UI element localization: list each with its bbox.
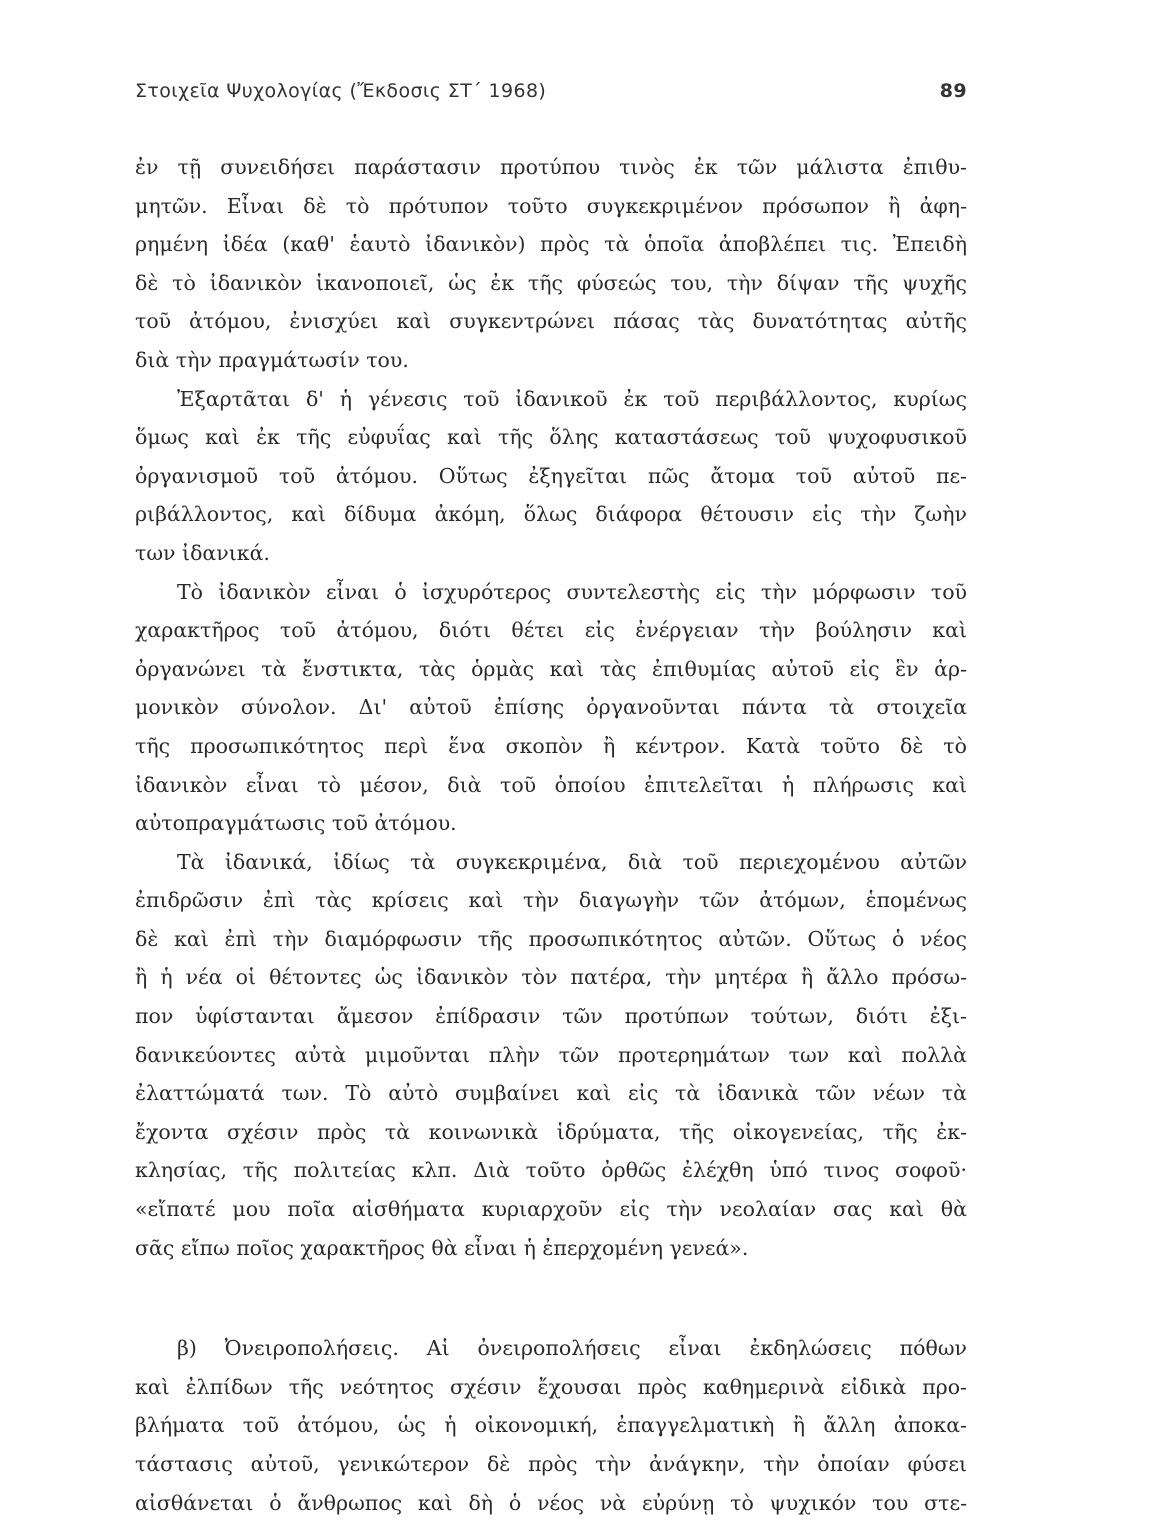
text-line: δὲ τὸ ἰδανικὸν ἱκανοποιεῖ, ὡς ἐκ τῆς φύσεώς του, τὴν δίψαν τῆς ψυχῆς	[135, 270, 967, 295]
text-line: ἐλαττώματά των. Τὸ αὐτὸ συμβαίνει καὶ εἰς τὰ ἰδανικὰ τῶν νέων τὰ	[135, 1081, 967, 1106]
text-line: μονικὸν σύνολον. Δι' αὐτοῦ ἐπίσης ὀργανοῦνται πάντα τὰ στοιχεῖα	[135, 695, 967, 720]
page-number: 89	[939, 80, 967, 102]
text-line: καὶ ἐλπίδων τῆς νεότητος σχέσιν ἔχουσαι πρὸς καθημερινὰ εἰδικὰ προ-	[135, 1374, 967, 1399]
text-line: τῆς προσωπικότητος περὶ ἕνα σκοπὸν ἢ κέντρον. Κατὰ τοῦτο δὲ τὸ	[135, 733, 967, 758]
text-line: τάστασις αὐτοῦ, γενικώτερον δὲ πρὸς τὴν ἀνάγκην, τὴν ὁποίαν φύσει	[135, 1452, 967, 1476]
text-line: χαρακτῆρος τοῦ ἀτόμου, διότι θέτει εἰς ἐνέργειαν τὴν βούλησιν καὶ	[135, 618, 967, 643]
text-line: μητῶν. Εἶναι δὲ τὸ πρότυπον τοῦτο συγκεκριμένον πρόσωπον ἢ ἀφη-	[135, 193, 967, 218]
paragraph	[135, 380, 967, 573]
text-line: δὲ καὶ ἐπὶ τὴν διαμόρφωσιν τῆς προσωπικότητος αὐτῶν. Οὕτως ὁ νέος	[135, 926, 967, 951]
text-line: τοῦ ἀτόμου, ἐνισχύει καὶ συγκεντρώνει πάσας τὰς δυνατότητας αὐτῆς	[135, 309, 967, 334]
text-line: Τὰ ἰδανικά, ἰδίως τὰ συγκεκριμένα, διὰ τοῦ περιεχομένου αὐτῶν	[177, 849, 967, 874]
text-line: ἐπιδρῶσιν ἐπὶ τὰς κρίσεις καὶ τὴν διαγωγὴν τῶν ἀτόμων, ἑπομένως	[135, 888, 967, 913]
text-line: βλήματα τοῦ ἀτόμου, ὡς ἡ οἰκονομική, ἐπαγγελματικὴ ἢ ἄλλη ἀποκα-	[135, 1413, 967, 1438]
text-line: ἢ ἡ νέα οἱ θέτοντες ὡς ἰδανικὸν τὸν πατέρα, τὴν μητέρα ἢ ἄλλο πρόσω-	[135, 965, 967, 990]
running-head	[135, 80, 967, 110]
text-line: αὐτοπραγμάτωσις τοῦ ἀτόμου.	[135, 811, 457, 836]
text-line: Τὸ ἰδανικὸν εἶναι ὁ ἰσχυρότερος συντελεστὴς εἰς τὴν μόρφωσιν τοῦ	[177, 579, 967, 604]
running-title: Στοιχεῖα Ψυχολογίας (Ἔκδοσις ΣΤ΄ 1968)	[135, 80, 547, 102]
text-line: αἰσθάνεται ὁ ἄνθρωπος καὶ δὴ ὁ νέος νὰ εὐρύνῃ τὸ ψυχικόν του στε-	[135, 1490, 967, 1515]
text-line: ἔχοντα σχέσιν πρὸς τὰ κοινωνικὰ ἱδρύματα, τῆς οἰκογενείας, τῆς ἐκ-	[135, 1119, 967, 1144]
text-line: «εἴπατέ μου ποῖα αἰσθήματα κυριαρχοῦν εἰς τὴν νεολαίαν σας καὶ θὰ	[135, 1197, 967, 1222]
text-line: ἰδανικὸν εἶναι τὸ μέσον, διὰ τοῦ ὁποίου ἐπιτελεῖται ἡ πλήρωσις καὶ	[135, 772, 967, 797]
text-line: ὀργανισμοῦ τοῦ ἀτόμου. Οὕτως ἐξηγεῖται πῶς ἄτομα τοῦ αὐτοῦ πε-	[135, 463, 967, 488]
text-line: διὰ τὴν πραγμάτωσίν του.	[135, 347, 409, 372]
text-line: ὀργανώνει τὰ ἔνστικτα, τὰς ὁρμὰς καὶ τὰς ἐπιθυμίας αὐτοῦ εἰς ἓν ἁρ-	[135, 656, 967, 681]
paragraph	[135, 148, 967, 380]
text-line: β) Ὀνειροπολήσεις. Αἱ ὀνειροπολήσεις εἶναι ἐκδηλώσεις πόθων	[177, 1336, 967, 1361]
text-line: δανικεύοντες αὐτὰ μιμοῦνται πλὴν τῶν προτερημάτων των καὶ πολλὰ	[135, 1042, 967, 1067]
text-line: σᾶς εἴπω ποῖος χαρακτῆρος θὰ εἶναι ἡ ἐπερχομένη γενεά».	[135, 1235, 749, 1260]
text-line: ὅμως καὶ ἐκ τῆς εὐφυΐας καὶ τῆς ὅλης καταστάσεως τοῦ ψυχοφυσικοῦ	[135, 425, 967, 450]
text-line: ριβάλλοντος, καὶ δίδυμα ἀκόμη, ὅλως διάφορα θέτουσιν εἰς τὴν ζωὴν	[135, 502, 967, 527]
paragraph	[135, 1329, 967, 1522]
paragraph	[135, 843, 967, 1268]
text-line: ρημένη ἰδέα (καθ' ἑαυτὸ ἰδανικὸν) πρὸς τὰ ὁποῖα ἀποβλέπει τις. Ἐπειδὴ	[135, 232, 967, 257]
text-line: ἐν τῇ συνειδήσει παράστασιν προτύπου τινὸς ἐκ τῶν μάλιστα ἐπιθυ-	[135, 155, 967, 179]
paragraph	[135, 573, 967, 843]
text-line: των ἰδανικά.	[135, 540, 270, 565]
section-gap	[135, 1267, 967, 1329]
text-line: κλησίας, τῆς πολιτείας κλπ. Διὰ τοῦτο ὀρθῶς ἐλέχθη ὑπό τινος σοφοῦ·	[135, 1158, 967, 1183]
body-text	[135, 148, 967, 1522]
text-line: Ἐξαρτᾶται δ' ἡ γένεσις τοῦ ἰδανικοῦ ἐκ τοῦ περιβάλλοντος, κυρίως	[177, 386, 967, 411]
text-line: πον ὑφίστανται ἄμεσον ἐπίδρασιν τῶν προτύπων τούτων, διότι ἐξι-	[135, 1004, 967, 1029]
